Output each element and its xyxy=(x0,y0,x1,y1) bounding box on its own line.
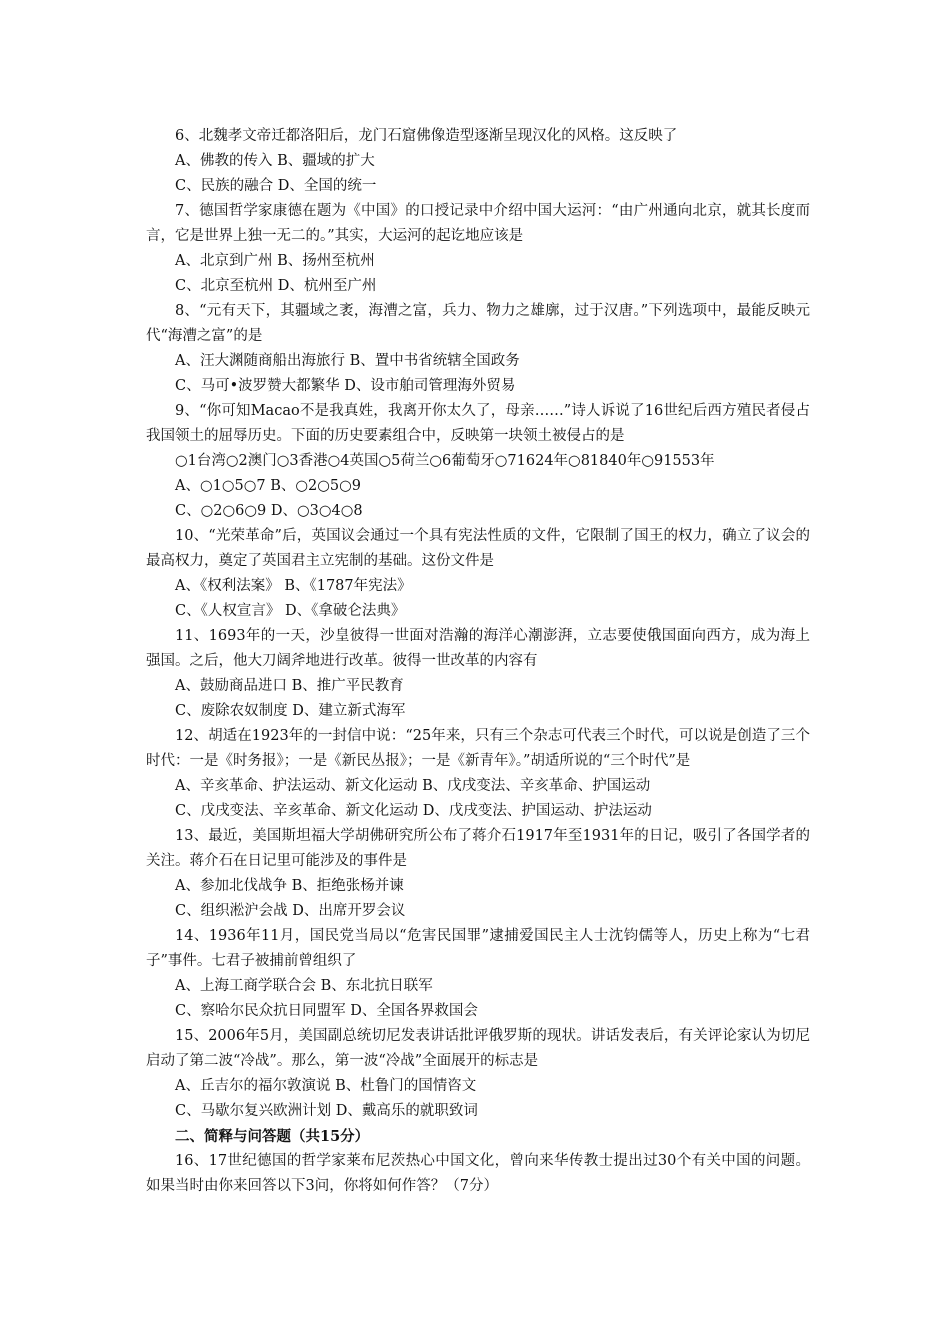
answer-options: ○1台湾○2澳门○3香港○4英国○5荷兰○6葡萄牙○71624年○81840年○91553年 xyxy=(175,453,715,469)
question-text: 11、1693年的一天，沙皇彼得一世面对浩瀚的海洋心潮澎湃，立志要使俄国面向西方，成为海上强国。之后，他大刀阔斧地进行改革。彼得一世改革的内容有 xyxy=(146,628,810,669)
answer-options: A、北京到广州 B、扬州至杭州 xyxy=(175,253,375,269)
question-text: 6、北魏孝文帝迁都洛阳后，龙门石窟佛像造型逐渐呈现汉化的风格。这反映了 xyxy=(175,128,678,144)
answer-options: A、《权利法案》 B、《1787年宪法》 xyxy=(175,578,412,594)
answer-options: C、北京至杭州 D、杭州至广州 xyxy=(175,278,377,294)
answer-options: A、丘吉尔的福尔敦演说 B、杜鲁门的国情咨文 xyxy=(175,1078,477,1094)
question-text: 10、“光荣革命”后，英国议会通过一个具有宪法性质的文件，它限制了国王的权力，确立了议会的最高权力，奠定了英国君主立宪制的基础。这份文件是 xyxy=(146,528,810,569)
answer-options: C、组织淞沪会战 D、出席开罗会议 xyxy=(175,903,406,919)
answer-options: C、马歇尔复兴欧洲计划 D、戴高乐的就职致词 xyxy=(175,1103,478,1119)
question-text: 14、1936年11月，国民党当局以“危害民国罪”逮捕爱国民主人士沈钧儒等人，历史上称为“七君子”事件。七君子被捕前曾组织了 xyxy=(146,928,810,969)
question-text: 13、最近，美国斯坦福大学胡佛研究所公布了蒋介石1917年至1931年的日记，吸引了各国学者的关注。蒋介石在日记里可能涉及的事件是 xyxy=(146,828,810,869)
question-text: 15、2006年5月，美国副总统切尼发表讲话批评俄罗斯的现状。讲话发表后，有关评论家认为切尼启动了第二波“冷战”。那么，第一波“冷战”全面展开的标志是 xyxy=(146,1028,810,1069)
answer-options: C、民族的融合 D、全国的统一 xyxy=(175,178,377,194)
document-body xyxy=(146,124,810,1199)
answer-options: A、上海工商学联合会 B、东北抗日联军 xyxy=(175,978,433,994)
section-heading: 二、简释与问答题（共15分） xyxy=(175,1128,370,1145)
question-text: 7、德国哲学家康德在题为《中国》的口授记录中介绍中国大运河：“由广州通向北京，就其长度而言，它是世界上独一无二的。”其实，大运河的起讫地应该是 xyxy=(146,203,810,244)
question-text: 9、“你可知Macao不是我真姓，我离开你太久了，母亲……”诗人诉说了16世纪后西方殖民者侵占我国领土的屈辱历史。下面的历史要素组合中，反映第一块领土被侵占的是 xyxy=(146,403,810,444)
answer-options: A、鼓励商品进口 B、推广平民教育 xyxy=(175,678,404,694)
answer-options: A、汪大渊随商船出海旅行 B、置中书省统辖全国政务 xyxy=(175,353,520,369)
answer-options: A、辛亥革命、护法运动、新文化运动 B、戊戌变法、辛亥革命、护国运动 xyxy=(175,778,651,794)
question-text: 12、胡适在1923年的一封信中说：“25年来，只有三个杂志可代表三个时代，可以说是创造了三个时代：一是《时务报》；一是《新民丛报》；一是《新青年》。”胡适所说的“三个时代”是 xyxy=(146,728,810,769)
question-text: 8、“元有天下，其疆域之袤，海漕之富，兵力、物力之雄廓，过于汉唐。”下列选项中，最能反映元代“海漕之富”的是 xyxy=(146,303,810,344)
answer-options: C、马可•波罗赞大都繁华 D、设市舶司管理海外贸易 xyxy=(175,378,516,394)
answer-options: C、《人权宣言》 D、《拿破仑法典》 xyxy=(175,603,406,619)
answer-options: A、佛教的传入 B、疆域的扩大 xyxy=(175,153,375,169)
answer-options: A、○1○5○7 B、○2○5○9 xyxy=(175,478,362,494)
answer-options: A、参加北伐战争 B、拒绝张杨并谏 xyxy=(175,878,404,894)
answer-options: C、○2○6○9 D、○3○4○8 xyxy=(175,503,363,519)
answer-options: C、戊戌变法、辛亥革命、新文化运动 D、戊戌变法、护国运动、护法运动 xyxy=(175,803,652,819)
question-text: 16、17世纪德国的哲学家莱布尼茨热心中国文化，曾向来华传教士提出过30个有关中国的问题。如果当时由你来回答以下3问，你将如何作答？（7分） xyxy=(146,1153,810,1194)
answer-options: C、废除农奴制度 D、建立新式海军 xyxy=(175,703,406,719)
answer-options: C、察哈尔民众抗日同盟军 D、全国各界救国会 xyxy=(175,1003,478,1019)
